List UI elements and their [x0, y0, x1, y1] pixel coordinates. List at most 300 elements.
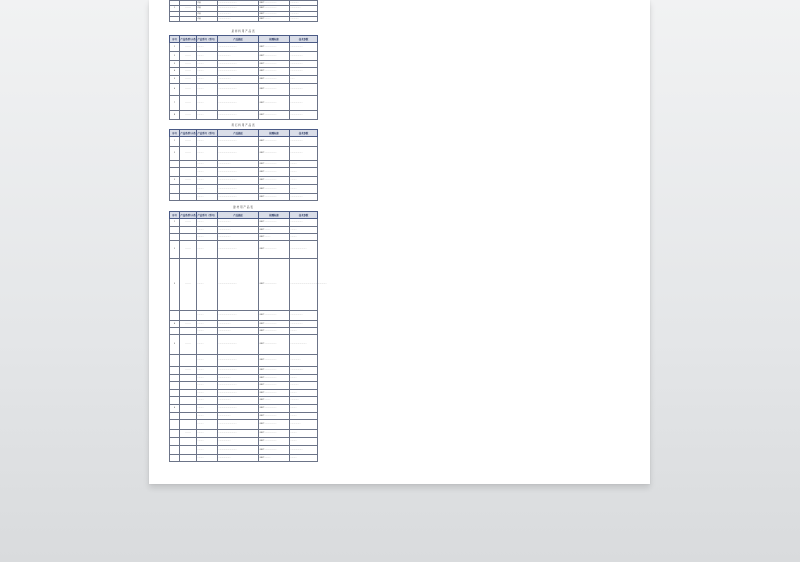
table-cell: ……… — [180, 430, 197, 438]
table-row — [170, 328, 318, 335]
table-cell: ……… — [197, 194, 218, 201]
table-cell: ……………………… — [218, 177, 259, 185]
table-cell: GB/T……………… — [259, 335, 290, 355]
table-cell: ……… — [197, 355, 218, 367]
table-cell: ……… — [197, 397, 218, 405]
table-caption: 用 石 料 用 产 品 表 — [231, 124, 255, 127]
table-cell — [180, 311, 197, 321]
spec-table — [169, 129, 318, 201]
table-row — [170, 367, 318, 375]
table-cell: ……… — [290, 168, 318, 177]
table-cell: GB/T……………… — [259, 111, 290, 120]
table-cell: ……………… — [218, 455, 259, 462]
table-row — [170, 161, 318, 168]
table-cell: ……… — [197, 84, 218, 96]
table-cell: ……………… — [218, 375, 259, 382]
table-cell: ……… — [180, 43, 197, 52]
table-cell: ……………………… — [218, 311, 259, 321]
column-header: 产品类型/小类 — [180, 212, 197, 219]
table-cell: GB/T……………… — [259, 168, 290, 177]
table-cell: GB/T……… — [259, 397, 290, 405]
table-row — [170, 455, 318, 462]
table-cell: ……… — [180, 6, 197, 12]
table-cell: ……… — [197, 390, 218, 397]
table-cell: ……… — [290, 375, 318, 382]
table-cell: ……… — [197, 382, 218, 390]
table-cell: GB/T……………… — [259, 194, 290, 201]
table-cell — [180, 375, 197, 382]
table-cell: GB/T……………… — [259, 1, 290, 6]
table-cell: 1 — [170, 219, 180, 227]
table-cell: ……… — [197, 137, 218, 147]
table-cell: GB/T……… — [259, 17, 290, 22]
column-header: 技术参数 — [290, 212, 318, 219]
table-header-row — [170, 36, 318, 43]
table-cell — [170, 161, 180, 168]
table-cell: GB/T……………… — [259, 52, 290, 61]
table-cell: 3 — [170, 61, 180, 68]
table-cell: 2 — [170, 52, 180, 61]
table-row — [170, 420, 318, 430]
table-row — [170, 241, 318, 259]
table-cell: ……………… — [290, 43, 318, 52]
table-row — [170, 219, 318, 227]
column-header: 产品型号（型号） — [197, 36, 218, 43]
document-page — [149, 0, 650, 484]
table-cell: ……… — [180, 76, 197, 84]
table-cell: …… — [290, 76, 318, 84]
table-cell: ……… — [290, 430, 318, 438]
table-cell: ……………… — [218, 234, 259, 241]
table-cell: ……………………… — [218, 241, 259, 259]
table-row — [170, 111, 318, 120]
table-cell: ………… — [290, 1, 318, 6]
table-cell: 1 — [170, 43, 180, 52]
table-cell: GB/T……………… — [259, 413, 290, 420]
table-cell: ……… — [180, 335, 197, 355]
table-cell: ……… — [197, 111, 218, 120]
table-cell: ……… — [197, 161, 218, 168]
table-cell — [180, 328, 197, 335]
table-cell: ……………… — [218, 227, 259, 234]
table-cell: 4 — [170, 68, 180, 76]
table-cell — [170, 413, 180, 420]
table-cell: ……………… — [218, 328, 259, 335]
table-cell: GB/T……………… — [259, 147, 290, 161]
column-header: 序号 — [170, 130, 180, 137]
table-cell — [180, 194, 197, 201]
table-cell — [180, 455, 197, 462]
table-cell: …………… — [290, 420, 318, 430]
table-row — [170, 168, 318, 177]
column-header: 产品类型/小类 — [180, 36, 197, 43]
table-cell: GB/T……………… — [259, 177, 290, 185]
table-row — [170, 68, 318, 76]
table-cell: GB/T……………… — [259, 6, 290, 12]
column-header: 产品型号（型号） — [197, 212, 218, 219]
table-cell: ……………………… — [218, 430, 259, 438]
table-cell — [180, 438, 197, 446]
table-cell: ……… — [197, 335, 218, 355]
table-cell — [170, 438, 180, 446]
table-cell: GB/T……………… — [259, 241, 290, 259]
table-cell: GB/T……………… — [259, 76, 290, 84]
table-cell: GB/T……………… — [259, 68, 290, 76]
table-cell: ……… — [197, 413, 218, 420]
table-cell: ……………………… — [218, 1, 259, 6]
table-cell — [180, 382, 197, 390]
table-header-row — [170, 130, 318, 137]
column-header: 序号 — [170, 36, 180, 43]
table-block — [169, 0, 317, 22]
table-cell: ……………… — [290, 311, 318, 321]
table-cell: ……… — [290, 390, 318, 397]
table-cell: ……… — [197, 259, 218, 311]
table-cell — [170, 390, 180, 397]
table-row — [170, 227, 318, 234]
table-cell — [170, 382, 180, 390]
table-block — [169, 30, 317, 120]
table-cell: GB/T……………… — [259, 137, 290, 147]
table-row — [170, 405, 318, 413]
table-cell: …………………… — [290, 335, 318, 355]
table-cell: ……………………… — [218, 390, 259, 397]
table-cell: GB/T……………… — [259, 185, 290, 194]
table-cell: ……… — [197, 420, 218, 430]
table-cell: 6 — [170, 84, 180, 96]
table-row — [170, 137, 318, 147]
table-cell: ……………… — [290, 137, 318, 147]
table-cell: GB/T……………… — [259, 43, 290, 52]
table-cell: ……… — [197, 96, 218, 111]
table-cell: GB/T……………… — [259, 219, 290, 227]
table-cell: ……… — [290, 413, 318, 420]
table-cell: GB/T……………… — [259, 321, 290, 328]
table-row — [170, 446, 318, 455]
table-cell: ……… — [197, 234, 218, 241]
table-cell: ……………… — [218, 12, 259, 17]
table-cell — [180, 390, 197, 397]
table-cell: ……… — [197, 446, 218, 455]
table-cell: ……… — [197, 68, 218, 76]
table-header-row — [170, 212, 318, 219]
table-cell: ……………………… — [218, 405, 259, 413]
table-row — [170, 52, 318, 61]
column-header: 检测标准 — [259, 212, 290, 219]
table-cell — [170, 375, 180, 382]
table-cell: ……………… — [290, 219, 318, 227]
column-header: 产品描述 — [218, 36, 259, 43]
table-cell: ……………………………………………… — [290, 259, 318, 311]
table-cell: GB/T……………… — [259, 12, 290, 17]
table-cell: GB/T……… — [259, 227, 290, 234]
table-cell: GB/T……………… — [259, 382, 290, 390]
table-row — [170, 61, 318, 68]
table-cell: ………… — [290, 382, 318, 390]
table-cell: ……… — [197, 311, 218, 321]
table-cell — [180, 161, 197, 168]
table-cell: ……………… — [290, 446, 318, 455]
table-cell: ……………… — [290, 96, 318, 111]
table-cell: ……………… — [290, 147, 318, 161]
table-cell — [170, 455, 180, 462]
table-row — [170, 438, 318, 446]
table-cell: ……… — [197, 430, 218, 438]
table-cell: 3 — [170, 177, 180, 185]
table-caption: 建 材 用 产 品 表 — [233, 206, 253, 209]
table-cell — [180, 227, 197, 234]
table-cell — [180, 446, 197, 455]
table-cell: GB/T……………… — [259, 430, 290, 438]
table-cell: GB/T……………… — [259, 367, 290, 375]
table-cell — [170, 17, 180, 22]
table-cell: ……… — [290, 234, 318, 241]
table-row — [170, 375, 318, 382]
table-cell — [180, 17, 197, 22]
table-cell: ……………………… — [218, 111, 259, 120]
table-cell: ……………………… — [218, 61, 259, 68]
table-cell — [170, 430, 180, 438]
column-header: 检测标准 — [259, 130, 290, 137]
table-cell: ……… — [290, 405, 318, 413]
table-row — [170, 355, 318, 367]
table-cell: ……………… — [218, 397, 259, 405]
table-cell — [170, 446, 180, 455]
table-cell: ……………… — [290, 84, 318, 96]
table-cell — [180, 185, 197, 194]
table-cell: ……………… — [218, 219, 259, 227]
table-cell: ……… — [197, 52, 218, 61]
table-cell: ……………… — [218, 413, 259, 420]
table-cell: ……… — [290, 455, 318, 462]
table-cell: ……… — [197, 185, 218, 194]
table-cell: 6 — [170, 405, 180, 413]
table-row — [170, 413, 318, 420]
table-cell: ……………………… — [218, 420, 259, 430]
table-cell — [170, 420, 180, 430]
table-cell: GB/T……………… — [259, 446, 290, 455]
table-cell: ……… — [197, 367, 218, 375]
table-cell: ……… — [197, 168, 218, 177]
table-row — [170, 194, 318, 201]
table-cell: ………… — [290, 397, 318, 405]
table-cell: ……… — [180, 367, 197, 375]
table-cell: ……… — [290, 161, 318, 168]
column-header: 技术参数 — [290, 130, 318, 137]
table-cell: ……………………… — [218, 68, 259, 76]
table-cell: ……… — [180, 68, 197, 76]
table-cell: ……………… — [218, 438, 259, 446]
table-row — [170, 234, 318, 241]
table-cell: GB/T……………… — [259, 390, 290, 397]
table-cell: 8 — [170, 111, 180, 120]
column-header: 序号 — [170, 212, 180, 219]
table-cell: ……… — [180, 259, 197, 311]
table-row — [170, 96, 318, 111]
table-cell: GB/T……… — [259, 455, 290, 462]
table-cell: …………… — [290, 6, 318, 12]
table-cell: ZJQ — [197, 12, 218, 17]
table-cell: ……… — [197, 43, 218, 52]
table-cell: GB/T……………… — [259, 355, 290, 367]
table-cell: GB/T……………… — [259, 438, 290, 446]
table-row — [170, 84, 318, 96]
table-cell: ……… — [180, 111, 197, 120]
table-row — [170, 430, 318, 438]
table-cell: ……………… — [218, 321, 259, 328]
table-cell: ……… — [180, 147, 197, 161]
table-cell: ……………………… — [218, 6, 259, 12]
table-row — [170, 185, 318, 194]
table-cell: ……………… — [218, 52, 259, 61]
table-cell — [180, 413, 197, 420]
table-cell: GB/T……………… — [259, 259, 290, 311]
table-cell: 1 — [170, 6, 180, 12]
table-cell: ……………… — [290, 367, 318, 375]
table-cell — [170, 168, 180, 177]
table-cell: ……………… — [218, 76, 259, 84]
table-row — [170, 259, 318, 311]
table-cell: ……………… — [290, 61, 318, 68]
table-cell: ……… — [290, 177, 318, 185]
table-cell: 5 — [170, 76, 180, 84]
table-cell: GB/T……………… — [259, 161, 290, 168]
column-header: 产品描述 — [218, 212, 259, 219]
table-cell: ……………………… — [218, 43, 259, 52]
table-cell: ……………… — [290, 52, 318, 61]
table-cell: ……… — [197, 227, 218, 234]
table-cell: 3 — [170, 259, 180, 311]
table-cell — [170, 311, 180, 321]
table-cell: 2 — [170, 241, 180, 259]
column-header: 产品描述 — [218, 130, 259, 137]
table-cell: …………… — [290, 355, 318, 367]
table-cell: 7 — [170, 96, 180, 111]
table-cell: GB/T……………… — [259, 84, 290, 96]
table-cell: ……………………… — [218, 147, 259, 161]
table-cell — [180, 405, 197, 413]
column-header: 技术参数 — [290, 36, 318, 43]
table-cell: ……… — [180, 137, 197, 147]
table-cell: 2 — [170, 147, 180, 161]
table-cell: ……………………… — [218, 367, 259, 375]
table-cell: ……………… — [218, 161, 259, 168]
table-cell — [170, 185, 180, 194]
column-header: 产品型号（型号） — [197, 130, 218, 137]
table-cell: ……………… — [290, 321, 318, 328]
table-cell: ZJQ — [197, 17, 218, 22]
table-cell — [180, 397, 197, 405]
table-row — [170, 311, 318, 321]
table-cell: ……………… — [290, 111, 318, 120]
table-cell: ……… — [197, 147, 218, 161]
table-cell: ……………………… — [218, 382, 259, 390]
table-cell: ……… — [180, 321, 197, 328]
table-cell: GB/T……………… — [259, 311, 290, 321]
table-cell: …………………… — [290, 241, 318, 259]
table-cell: ……………… — [218, 17, 259, 22]
column-header: 产品类型/小类 — [180, 130, 197, 137]
table-cell: GB/T……………… — [259, 328, 290, 335]
table-cell: ……… — [197, 405, 218, 413]
table-cell — [170, 367, 180, 375]
table-cell: ……… — [180, 61, 197, 68]
table-cell: ……… — [180, 52, 197, 61]
table-cell — [180, 355, 197, 367]
table-cell — [170, 227, 180, 234]
table-row — [170, 177, 318, 185]
table-row — [170, 321, 318, 328]
table-cell: GB/T……… — [259, 234, 290, 241]
table-cell: ……………… — [290, 194, 318, 201]
table-cell: ……… — [197, 241, 218, 259]
table-cell: ……………………… — [218, 84, 259, 96]
table-cell: ……… — [180, 177, 197, 185]
table-cell: ……………………… — [218, 137, 259, 147]
spec-table — [169, 35, 318, 120]
table-caption: 是 拌 料 用 产 品 表 — [231, 30, 255, 33]
table-row — [170, 390, 318, 397]
table-cell — [180, 420, 197, 430]
table-cell: ………… — [290, 12, 318, 17]
table-cell — [170, 234, 180, 241]
table-cell: ……………………… — [218, 355, 259, 367]
table-cell — [170, 328, 180, 335]
table-cell: ……………………… — [218, 335, 259, 355]
table-cell: ……………………… — [218, 194, 259, 201]
table-cell: ……………………… — [218, 185, 259, 194]
table-cell: ……… — [180, 96, 197, 111]
table-cell: ……… — [197, 61, 218, 68]
table-cell: GB/T……………… — [259, 405, 290, 413]
table-cell: ……………… — [290, 68, 318, 76]
spec-table — [169, 0, 318, 22]
table-cell: 4 — [170, 321, 180, 328]
table-cell: ……… — [180, 219, 197, 227]
table-cell: ……………………… — [218, 168, 259, 177]
table-cell: ……… — [197, 219, 218, 227]
table-row — [170, 17, 318, 22]
table-row — [170, 382, 318, 390]
table-cell: 5 — [170, 335, 180, 355]
table-block — [169, 206, 327, 462]
table-cell: ……… — [180, 241, 197, 259]
table-cell: ……… — [197, 375, 218, 382]
table-row — [170, 76, 318, 84]
spec-table — [169, 211, 327, 462]
table-cell: ……… — [290, 227, 318, 234]
table-cell: ……… — [290, 438, 318, 446]
column-header: 检测标准 — [259, 36, 290, 43]
table-row — [170, 43, 318, 52]
table-cell: ……… — [197, 76, 218, 84]
table-cell — [180, 168, 197, 177]
table-cell: ……………………… — [218, 446, 259, 455]
table-cell: ……… — [180, 84, 197, 96]
table-cell: ……… — [290, 328, 318, 335]
table-cell: ……………………… — [218, 259, 259, 311]
table-cell: ZJQ — [197, 6, 218, 12]
table-cell: GB/T……………… — [259, 61, 290, 68]
table-cell: ……… — [197, 321, 218, 328]
table-cell: ……… — [197, 328, 218, 335]
table-cell — [170, 397, 180, 405]
table-cell: ……………………… — [218, 96, 259, 111]
table-row — [170, 397, 318, 405]
table-cell: GB/T……………… — [259, 375, 290, 382]
table-cell: ……… — [197, 455, 218, 462]
table-cell — [170, 194, 180, 201]
